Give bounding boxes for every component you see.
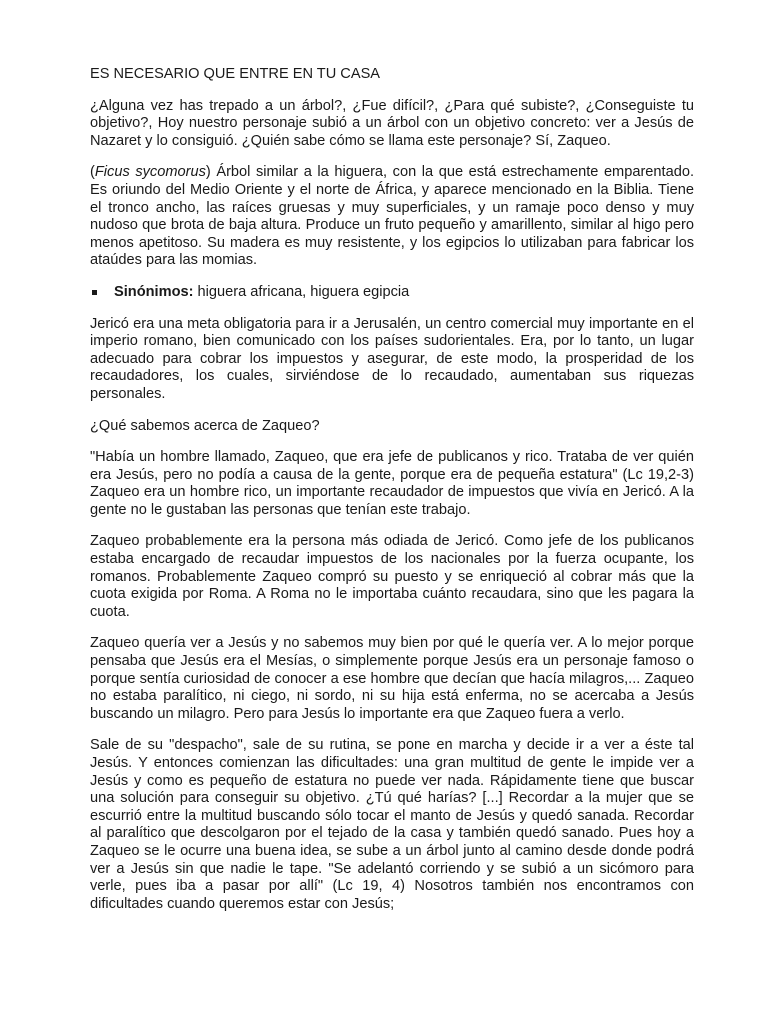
synonyms-label: Sinónimos: — [114, 283, 194, 300]
paren-open: ( — [90, 164, 95, 181]
list-item — [90, 284, 694, 302]
paragraph-ficus — [90, 164, 694, 270]
paragraph-odiada: Zaqueo probablemente era la persona más odiada de Jericó. Como jefe de los publicanos estaba encargado de recaudar impuestos de los nacionales por la fuerza ocupante, los romanos. Probablemente Zaqueo compró su puesto y se enriqueció al cobrar más que la cuota exigida por Roma. A Roma no le importaba cuánto recaudara, sino que les pagara la cuota. — [90, 533, 694, 620]
paragraph-jerico: Jericó era una meta obligatoria para ir a Jerusalén, un centro comercial muy importante en el imperio romano, bien comunicado con los países sudorientales. Era, por lo tanto, un lugar adecuado para cobrar los impuestos y asegurar, de este modo, la prosperidad de los recaudadores, los cuales, sirviéndose de lo recaudado, aumentaban sus riquezas personales. — [90, 315, 694, 402]
synonyms-text: higuera africana, higuera egipcia — [193, 283, 410, 300]
document-title: ES NECESARIO QUE ENTRE EN TU CASA — [90, 66, 381, 82]
square-bullet-icon — [92, 290, 97, 295]
synonyms-list — [90, 284, 694, 302]
paragraph-queria-ver: Zaqueo quería ver a Jesús y no sabemos muy bien por qué le quería ver. A lo mejor porque pensaba que Jesús era el Mesías, o simplemente porque Jesús era un personaje famoso o porque sentía curiosidad de conocer a ese hombre que decían que hacía milagros,... Zaqueo no estaba paralítico, ni ciego, ni sordo, ni su hija está enferma, no se acercaba a Jesús buscando un milagro. Pero para Jesús lo importante era que Zaqueo fuera a verlo. — [90, 635, 694, 722]
paragraph-despacho: Sale de su "despacho", sale de su rutina, se pone en marcha y decide ir a ver a éste tal Jesús. Y entonces comienzan las dificultades: una gran multitud de gente le impide ver a Jesús y como es pequeño de estatura no puede ver nada. Rápidamente tiene que buscar una solución para conseguir su objetivo. ¿Tú qué harías? [...] Recordar a la mujer que se escurrió entre la multitud buscando sólo tocar el manto de Jesús y quedó sanada. Recordar al paralítico que descolgaron por el tejado de la casa y también quedó sanado. Pues hoy a Zaqueo se le ocurre una buena idea, se sube a un árbol junto al camino desde donde podrá ver a Jesús sin que nadie le tape. "Se adelantó corriendo y se subió a un sicómoro para verle, pues iba a pasar por allí" (Lc 19, 4) Nosotros también nos encontramos con dificultades cuando queremos estar con Jesús; — [90, 737, 694, 912]
paragraph-question: ¿Qué sabemos acerca de Zaqueo? — [90, 417, 320, 434]
paragraph-intro: ¿Alguna vez has trepado a un árbol?, ¿Fue difícil?, ¿Para qué subiste?, ¿Conseguiste tu objetivo?, Hoy nuestro personaje subió a un árbol con un objetivo concreto: ver a Jesús de Nazaret y lo consiguió. ¿Quién sabe cómo se llama este personaje? Sí, Zaqueo. — [90, 97, 694, 149]
ficus-description: ) Árbol similar a la higuera, con la que está estrechamente emparentado. Es oriundo del Medio Oriente y el norte de África, y aparece mencionado en la Biblia. Tiene el tronco ancho, las raíces gruesas y muy superficiales, y un ramaje poco denso y muy nudoso que brota de baja altura. Produce un fruto pequeño y amarillento, similar al higo pero menos apetitoso. Su madera es muy resistente, y los egipcios lo utilizaban para fabricar los ataúdes para las momias. — [90, 164, 694, 269]
scientific-name: Ficus sycomorus — [94, 164, 206, 181]
paragraph-quote: "Había un hombre llamado, Zaqueo, que era jefe de publicanos y rico. Trataba de ver quién era Jesús, pero no podía a causa de la gente, porque era de pequeña estatura" (Lc 19,2-3) Zaqueo era un hombre rico, un importante recaudador de impuestos que vivía en Jericó. A la gente no le gustaban las personas que tenían este trabajo. — [90, 449, 694, 518]
document-page — [90, 56, 694, 1016]
